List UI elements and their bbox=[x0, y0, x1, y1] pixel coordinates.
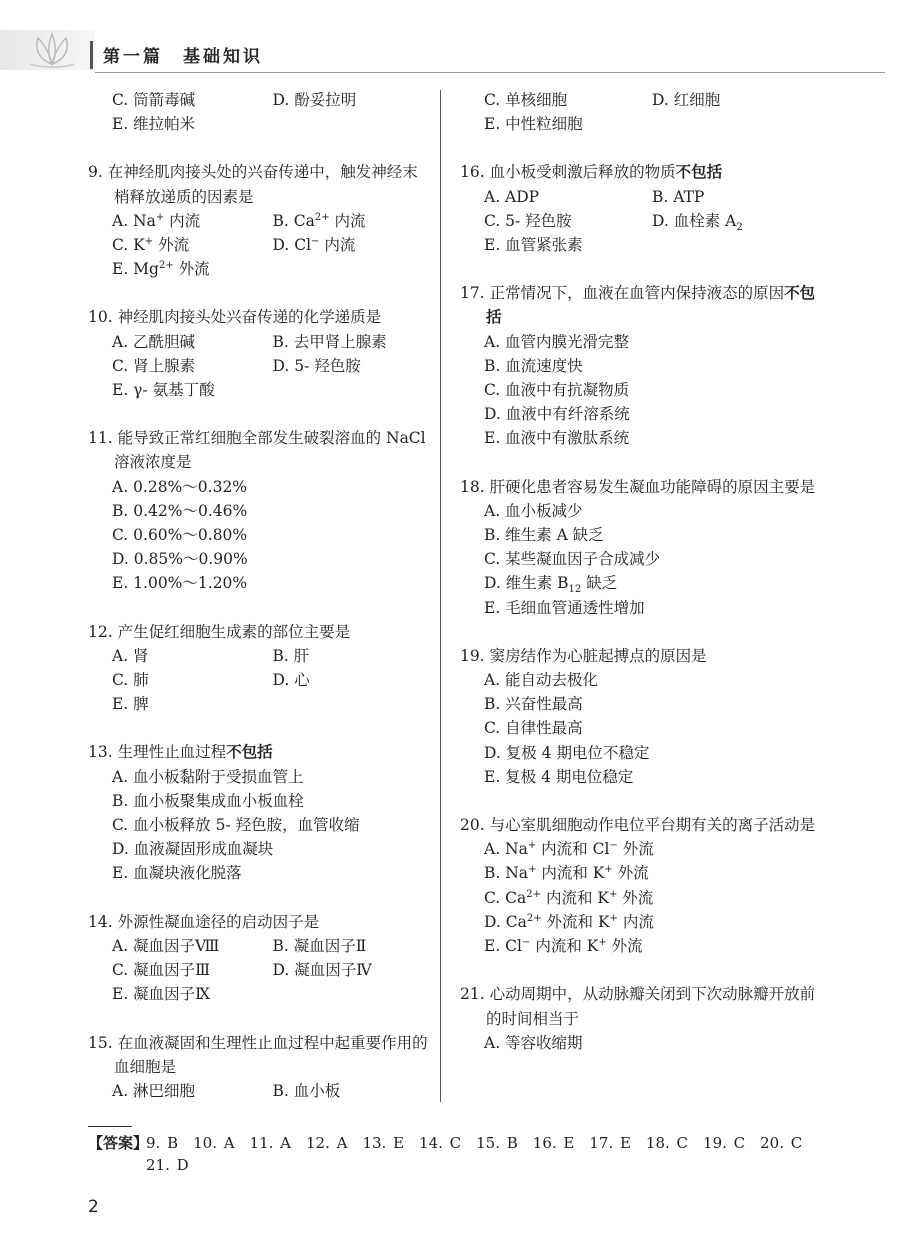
option-a: A. 血小板黏附于受损血管上 bbox=[112, 767, 304, 786]
question-text: 12. 产生促红细胞生成素的部位主要是 bbox=[88, 622, 351, 641]
option-a: A. ADP bbox=[484, 187, 540, 206]
option-a: A. Na+ 内流 bbox=[112, 211, 201, 230]
option: E. 维拉帕米 bbox=[112, 115, 196, 134]
option-e: E. 毛细血管通透性增加 bbox=[484, 598, 645, 617]
option-c: C. 血液中有抗凝物质 bbox=[484, 381, 630, 400]
question-text: 21. 心动周期中，从动脉瓣关闭到下次动脉瓣开放前的时间相当于 bbox=[460, 985, 816, 1028]
option-b: B. 血流速度快 bbox=[484, 356, 583, 375]
option-d: D. 血液凝固形成血凝块 bbox=[112, 840, 274, 859]
option-a: A. 淋巴细胞 bbox=[112, 1081, 196, 1100]
question-text: 15. 在血液凝固和生理性止血过程中起重要作用的血细胞是 bbox=[88, 1033, 428, 1076]
page-header bbox=[0, 0, 900, 80]
option-b: B. 肝 bbox=[272, 646, 310, 665]
option-d: D. 0.85%～0.90% bbox=[112, 550, 248, 569]
option-b: B. 维生素 A 缺乏 bbox=[484, 526, 604, 545]
option-c: C. 某些凝血因子合成减少 bbox=[484, 550, 661, 569]
question-11 bbox=[88, 426, 433, 595]
question-text: 16. 血小板受刺激后释放的物质不包括 bbox=[460, 163, 723, 182]
question-text: 19. 窦房结作为心脏起搏点的原因是 bbox=[460, 646, 707, 665]
option-b: B. ATP bbox=[652, 187, 705, 206]
option-e: E. γ- 氨基丁酸 bbox=[112, 381, 215, 400]
option-a: A. 等容收缩期 bbox=[484, 1033, 583, 1052]
question-text: 11. 能导致正常红细胞全部发生破裂溶血的 NaCl 溶液浓度是 bbox=[88, 429, 426, 472]
right-column bbox=[460, 88, 820, 1079]
option-b: B. $Ca^{2+}$ 内流 bbox=[272, 211, 366, 230]
column-divider bbox=[440, 90, 441, 1102]
answer-text: 9. B 10. A 11. A 12. A 13. E 14. C 15. B 16. E 17. E 18. C 19. C 20. C 21. D bbox=[146, 1134, 818, 1174]
question-15-continued bbox=[460, 88, 820, 136]
question-16 bbox=[460, 160, 820, 257]
question-21 bbox=[460, 982, 820, 1055]
option-a: A. Na+ 内流和 Cl− 外流 bbox=[484, 840, 654, 859]
emphasis: 不包括 bbox=[675, 163, 723, 182]
option-d: D. 血液中有纤溶系统 bbox=[484, 405, 630, 424]
option: D. 酚妥拉明 bbox=[272, 91, 357, 109]
option-b: B. 去甲肾上腺素 bbox=[272, 332, 387, 351]
question-20 bbox=[460, 813, 820, 958]
option-a: A. 乙酰胆碱 bbox=[112, 332, 196, 351]
question-text: 14. 外源性凝血途径的启动因子是 bbox=[88, 912, 320, 931]
question-8-continued bbox=[88, 88, 433, 136]
question-text: 9. 在神经肌肉接头处的兴奋传递中，触发神经末梢释放递质的因素是 bbox=[88, 163, 418, 206]
option-a: A. 0.28%～0.32% bbox=[112, 477, 248, 496]
option-c: C. 5- 羟色胺 bbox=[484, 211, 572, 230]
option-b: B. 0.42%～0.46% bbox=[112, 501, 248, 520]
option-b: B. Na+ 内流和 K+ 外流 bbox=[484, 864, 649, 883]
option-b: B. 兴奋性最高 bbox=[484, 695, 583, 714]
question-13 bbox=[88, 740, 433, 885]
option-e: E. 1.00%～1.20% bbox=[112, 574, 248, 593]
option: E. 中性粒细胞 bbox=[484, 115, 583, 134]
option-e: E. 血凝块液化脱落 bbox=[112, 864, 242, 883]
option-c: C. 凝血因子Ⅲ bbox=[112, 961, 211, 980]
question-12 bbox=[88, 620, 433, 717]
header-bar bbox=[90, 41, 93, 69]
header-rule bbox=[95, 72, 885, 73]
option-c: C. 自律性最高 bbox=[484, 719, 583, 738]
question-text: 10. 神经肌肉接头处兴奋传递的化学递质是 bbox=[88, 308, 382, 327]
question-14 bbox=[88, 910, 433, 1007]
option-d: D. 凝血因子Ⅳ bbox=[272, 961, 372, 980]
answer-rule bbox=[88, 1126, 132, 1127]
option-c: C. 0.60%～0.80% bbox=[112, 526, 248, 545]
option-b: B. 血小板聚集成血小板血栓 bbox=[112, 791, 304, 810]
option-d: D. 5- 羟色胺 bbox=[272, 356, 361, 375]
answer-label: 【答案】 bbox=[88, 1134, 149, 1152]
question-text: 17. 正常情况下，血液在血管内保持液态的原因不包括 bbox=[460, 284, 816, 327]
option-d: D. 复极 4 期电位不稳定 bbox=[484, 743, 650, 762]
option-c: C. $Ca^{2+}$ 内流和 K+ 外流 bbox=[484, 888, 654, 907]
option-e: E. 凝血因子Ⅸ bbox=[112, 985, 211, 1004]
option-e: E. 血液中有激肽系统 bbox=[484, 429, 630, 448]
option-d: D. $Ca^{2+}$ 外流和 K+ 内流 bbox=[484, 912, 654, 931]
question-18 bbox=[460, 475, 820, 620]
option-d: D. 血栓素 $A_2$ bbox=[652, 211, 743, 233]
emphasis: 不包括 bbox=[226, 743, 273, 762]
option-e: E. 血管紧张素 bbox=[484, 236, 583, 255]
option: C. 单核细胞 bbox=[484, 91, 568, 109]
question-9 bbox=[88, 160, 433, 281]
option-b: B. 凝血因子Ⅱ bbox=[272, 936, 367, 955]
question-15 bbox=[88, 1031, 433, 1104]
option-c: C. 肾上腺素 bbox=[112, 356, 196, 375]
question-17 bbox=[460, 281, 820, 450]
option-a: A. 血管内膜光滑完整 bbox=[484, 332, 630, 351]
option: C. 筒箭毒碱 bbox=[112, 91, 196, 109]
emphasis: 不包括 bbox=[486, 284, 816, 327]
option-a: A. 凝血因子Ⅷ bbox=[112, 936, 220, 955]
option-b: B. 血小板 bbox=[272, 1081, 341, 1100]
option-d: D. 维生素 $B_{12}$ 缺乏 bbox=[484, 574, 618, 596]
option-a: A. 血小板减少 bbox=[484, 501, 583, 520]
option: D. 红细胞 bbox=[652, 91, 721, 109]
option-d: D. 心 bbox=[272, 671, 310, 690]
page-number: 2 bbox=[88, 1197, 99, 1217]
question-text: 20. 与心室肌细胞动作电位平台期有关的离子活动是 bbox=[460, 816, 816, 835]
question-text: 18. 肝硬化患者容易发生凝血功能障碍的原因主要是 bbox=[460, 477, 816, 496]
option-c: C. 肺 bbox=[112, 671, 149, 690]
question-10 bbox=[88, 305, 433, 402]
lotus-logo-icon bbox=[22, 30, 82, 70]
left-column bbox=[88, 88, 433, 1127]
option-e: E. 复极 4 期电位稳定 bbox=[484, 767, 634, 786]
question-19 bbox=[460, 644, 820, 789]
option-e: E. 脾 bbox=[112, 695, 149, 714]
option-d: D. Cl− 内流 bbox=[272, 235, 356, 255]
option-a: A. 肾 bbox=[112, 646, 149, 665]
option-a: A. 能自动去极化 bbox=[484, 671, 599, 690]
option-e: E. $Mg^{2+}$ 外流 bbox=[112, 260, 210, 279]
question-text: 13. 生理性止血过程不包括 bbox=[88, 743, 273, 762]
section-title: 第一篇 基础知识 bbox=[103, 47, 263, 67]
option-c: C. K+ 外流 bbox=[112, 235, 190, 255]
option-e: E. Cl− 内流和 K+ 外流 bbox=[484, 936, 643, 956]
option-c: C. 血小板释放 5- 羟色胺，血管收缩 bbox=[112, 816, 360, 835]
